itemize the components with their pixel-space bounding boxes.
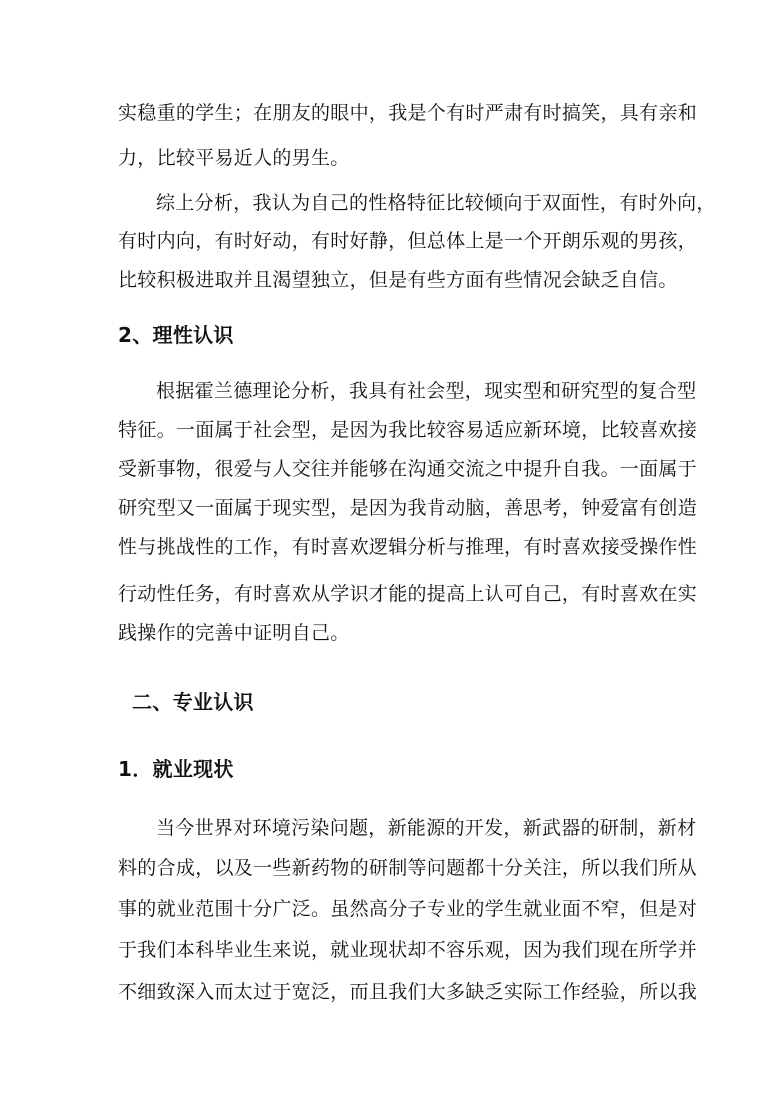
paragraph-line: 行动性任务，有时喜欢从学识才能的提高上认可自己，有时喜欢在实 <box>118 583 698 605</box>
paragraph-line: 特征。一面属于社会型，是因为我比较容易适应新环境，比较喜欢接 <box>118 419 698 441</box>
subsection-heading-employment: 1．就业现状 <box>118 757 234 781</box>
paragraph-line: 研究型又一面属于现实型，是因为我肯动脑，善思考，钟爱富有创造 <box>118 497 698 519</box>
paragraph-line: 践操作的完善中证明自己。 <box>118 622 350 644</box>
paragraph-line: 料的合成，以及一些新药物的研制等问题都十分关注，所以我们所从 <box>118 857 698 879</box>
paragraph-line: 综上分析，我认为自己的性格特征比较倾向于双面性，有时外向， <box>156 192 716 214</box>
paragraph-line: 力，比较平易近人的男生。 <box>118 147 350 169</box>
paragraph-line: 有时内向，有时好动，有时好静，但总体上是一个开朗乐观的男孩， <box>118 230 698 252</box>
section-heading-rational: 2、理性认识 <box>118 323 234 347</box>
paragraph-line: 当今世界对环境污染问题，新能源的开发，新武器的研制，新材 <box>156 817 697 839</box>
paragraph-line: 根据霍兰德理论分析，我具有社会型，现实型和研究型的复合型 <box>156 380 697 402</box>
paragraph-line: 不细致深入而太过于宽泛，而且我们大多缺乏实际工作经验，所以我 <box>118 981 698 1003</box>
paragraph-line: 实稳重的学生；在朋友的眼中，我是个有时严肃有时搞笑，具有亲和 <box>118 102 698 124</box>
paragraph-line: 事的就业范围十分广泛。虽然高分子专业的学生就业面不窄，但是对 <box>118 898 698 920</box>
section-heading-professional: 二、专业认识 <box>132 690 254 714</box>
paragraph-line: 比较积极进取并且渴望独立，但是有些方面有些情况会缺乏自信。 <box>118 269 678 291</box>
paragraph-line: 性与挑战性的工作，有时喜欢逻辑分析与推理，有时喜欢接受操作性 <box>118 536 698 558</box>
paragraph-line: 于我们本科毕业生来说，就业现状却不容乐观，因为我们现在所学并 <box>118 939 698 961</box>
paragraph-line: 受新事物，很爱与人交往并能够在沟通交流之中提升自我。一面属于 <box>118 458 698 480</box>
